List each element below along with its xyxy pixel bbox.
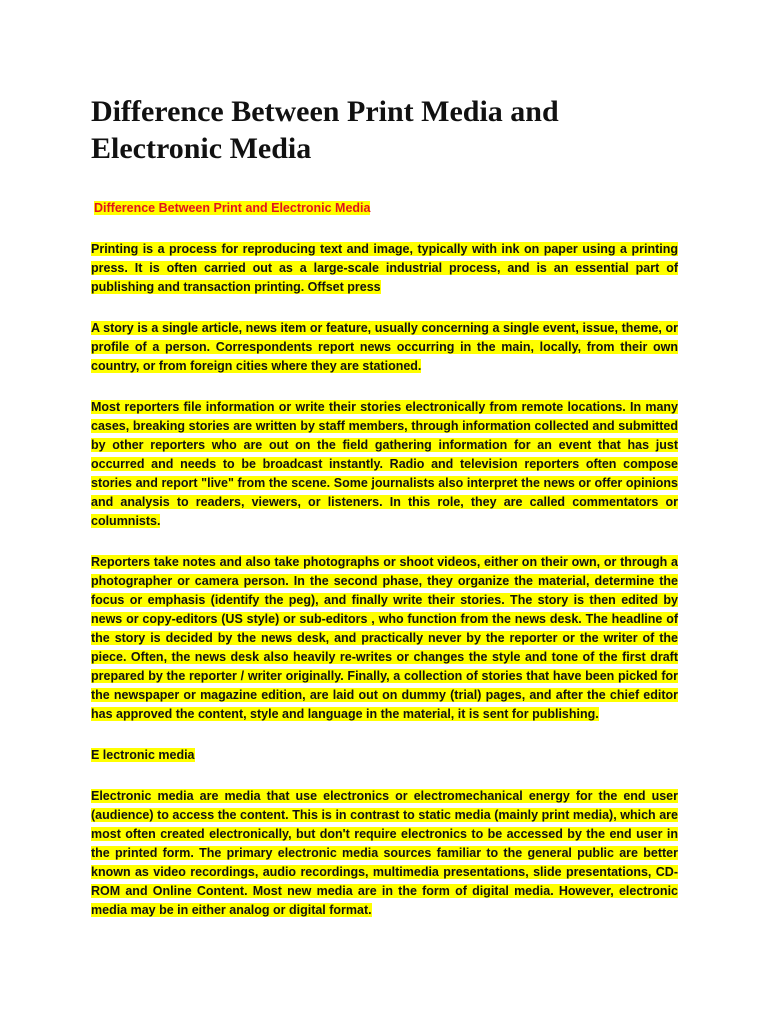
- document-page: [91, 93, 678, 942]
- paragraph-story: [91, 319, 678, 376]
- section-heading-text: E lectronic media: [91, 748, 195, 762]
- paragraph-printing: [91, 240, 678, 297]
- paragraph-electronic-media: [91, 787, 678, 920]
- paragraph-text: A story is a single article, news item or feature, usually concerning a single event, issue, theme, or profile of a person. Correspondents report news occurring in the main, locally, from their own country, or from foreign cities where they are stationed.: [91, 321, 678, 373]
- paragraph-text: Printing is a process for reproducing text and image, typically with ink on paper using a printing press. It is often carried out as a large-scale industrial process, and is an essential part of publishing and transaction printing. Offset press: [91, 242, 678, 294]
- paragraph-reporters-file: [91, 398, 678, 531]
- paragraph-text: Most reporters file information or write their stories electronically from remote locations. In many cases, breaking stories are written by staff members, through information collected and submitted by other reporters who are out on the field gathering information for an event that has just occurred and needs to be broadcast instantly. Radio and television reporters often compose stories and report "live" from the scene. Some journalists also interpret the news or offer opinions and analysis to readers, viewers, or listeners. In this role, they are called commentators or columnists.: [91, 400, 678, 528]
- page-title: Difference Between Print Media and Electronic Media: [91, 95, 559, 165]
- paragraph-text: Reporters take notes and also take photographs or shoot videos, either on their own, or through a photographer or camera person. In the second phase, they organize the material, determine the focus or emphasis (identify the peg), and finally write their stories. The story is then edited by news or copy-editors (US style) or sub-editors , who function from the news desk. The headline of the story is decided by the news desk, and practically never by the reporter or the writer of the piece. Often, the news desk also heavily re-writes or changes the style and tone of the first draft prepared by the reporter / writer originally. Finally, a collection of stories that have been picked for the newspaper or magazine edition, are laid out on dummy (trial) pages, and after the chief editor has approved the content, style and language in the material, it is sent for publishing.: [91, 555, 678, 721]
- paragraph-reporters-notes: [91, 553, 678, 724]
- document-subtitle: [94, 199, 678, 218]
- paragraph-text: Electronic media are media that use electronics or electromechanical energy for the end user (audience) to access the content. This is in contrast to static media (mainly print media), which are most often created electronically, but don't require electronics to be accessed by the end user in the printed form. The primary electronic media sources familiar to the general public are better known as video recordings, audio recordings, multimedia presentations, slide presentations, CD-ROM and Online Content. Most new media are in the form of digital media. However, electronic media may be in either analog or digital format.: [91, 789, 678, 917]
- section-heading-electronic-media: [91, 746, 678, 765]
- document-subtitle-text: Difference Between Print and Electronic Media: [94, 201, 371, 215]
